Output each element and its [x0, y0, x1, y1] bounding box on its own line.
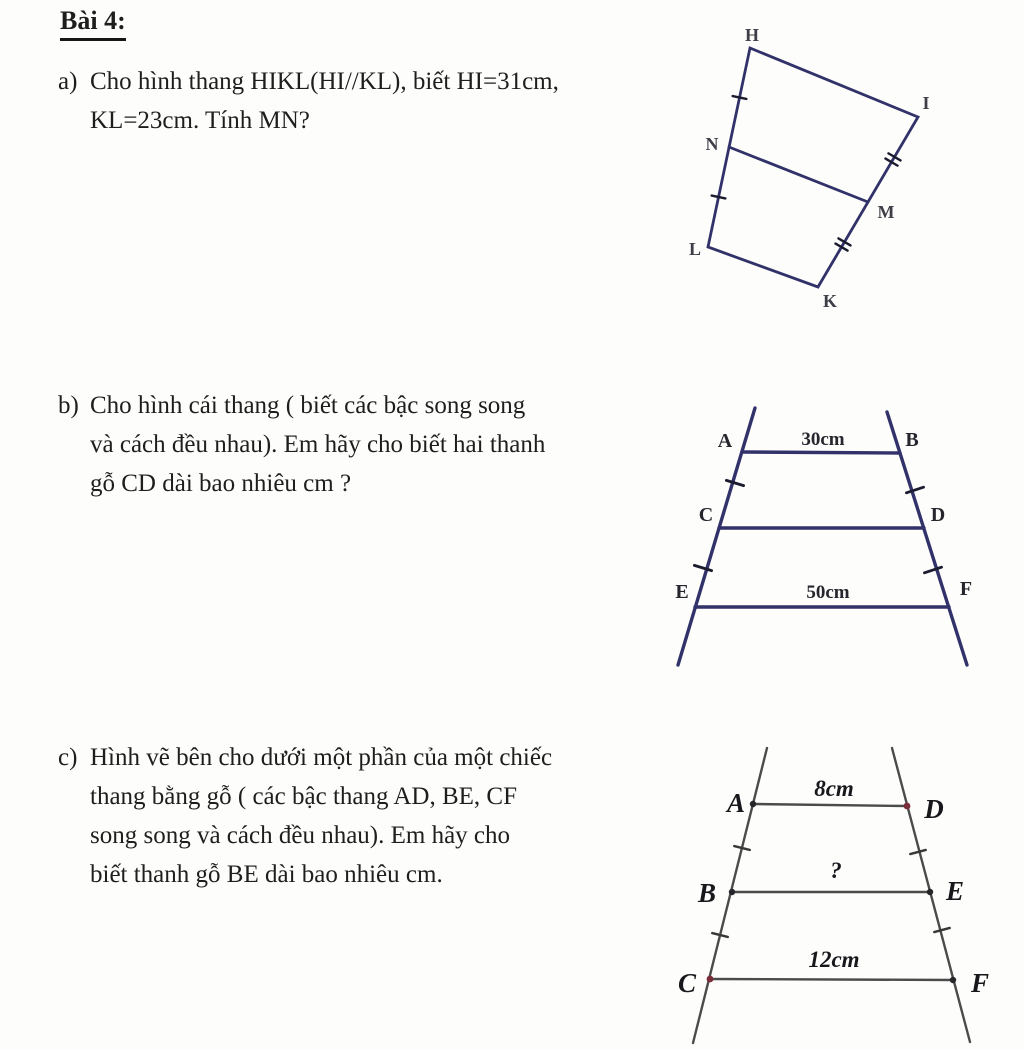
vertex-label-k: K — [822, 291, 838, 311]
trapezoid-outline-group — [705, 48, 918, 287]
measurement-ad: 8cm — [814, 776, 854, 801]
problem-a — [58, 62, 559, 140]
point-dot-a — [750, 801, 756, 807]
point-label-e: E — [675, 581, 689, 603]
rung-ad — [753, 804, 907, 806]
rung-ab — [742, 452, 900, 453]
tick-mark-bd — [906, 487, 923, 493]
ladder-left-rail — [678, 408, 755, 665]
tick-mark-ac — [726, 480, 743, 485]
point-label-c: C — [698, 504, 714, 526]
problem-a-line-2: KL=23cm. Tính MN? — [90, 107, 310, 134]
trapezoid-hikl-outline — [705, 48, 918, 287]
measurement-ab: 30cm — [801, 429, 845, 450]
ladder-label-group — [675, 429, 972, 603]
measurement-cf: 12cm — [808, 947, 860, 972]
problem-b-line-1: Cho hình cái thang ( biết các bậc song song — [90, 392, 526, 419]
point-label-f: F — [959, 578, 973, 600]
figure-ladder-abcdef — [660, 395, 1024, 680]
problem-a-line-1: Cho hình thang HIKL(HI//KL), biết HI=31cm, — [90, 68, 559, 95]
point-dot-e — [927, 889, 933, 895]
measurement-ef: 50cm — [806, 582, 850, 603]
problem-c — [58, 738, 552, 894]
trapezoid-tick-group — [712, 96, 901, 251]
point-dot-c — [707, 976, 714, 983]
ladder-right-rail — [887, 412, 967, 665]
wood-ladder-label-group — [678, 776, 989, 998]
point-dot-b — [729, 889, 735, 895]
vertex-label-i: I — [922, 93, 930, 113]
point-label-e: E — [945, 876, 965, 906]
problem-c-line-3: song song và cách đều nhau). Em hãy cho — [90, 822, 511, 849]
problem-c-line-1: Hình vẽ bên cho dưới một phần của một chiếc — [90, 744, 553, 771]
problem-a-text — [90, 62, 559, 140]
point-label-f: F — [970, 968, 990, 998]
rung-cf — [710, 979, 953, 980]
point-label-a: A — [726, 788, 746, 818]
figure-ladder-adbecf — [660, 730, 1024, 1050]
point-label-d: D — [924, 794, 944, 824]
vertex-label-h: H — [744, 25, 760, 45]
problem-c-label: c) — [58, 744, 78, 771]
problem-b-label: b) — [58, 392, 79, 419]
vertex-label-l: L — [688, 239, 702, 259]
point-label-d: D — [930, 504, 946, 526]
problem-c-line-2: thang bằng gỗ ( các bậc thang AD, BE, CF — [90, 783, 517, 810]
problem-b — [58, 386, 545, 503]
point-label-b: B — [905, 429, 919, 451]
point-dot-f — [950, 977, 956, 983]
problem-a-label: a) — [58, 68, 78, 95]
midsegment-nm — [729, 147, 868, 202]
page-title: Bài 4: — [60, 6, 126, 41]
vertex-label-n: N — [705, 134, 719, 154]
problem-b-text — [90, 386, 545, 503]
problem-c-line-4: biết thanh gỗ BE dài bao nhiêu cm. — [90, 861, 443, 888]
point-label-c: C — [677, 968, 697, 998]
tick-mark-hn — [733, 96, 747, 99]
measurement-be: ? — [830, 858, 842, 883]
point-label-a: A — [717, 430, 733, 452]
problem-b-line-2: và cách đều nhau). Em hãy cho biết hai thanh — [90, 431, 546, 458]
point-dot-d — [904, 803, 911, 810]
point-label-b: B — [697, 878, 717, 908]
figure-trapezoid-hikl — [660, 10, 1010, 320]
tick-mark-nl — [712, 196, 726, 199]
problem-b-line-3: gỗ CD dài bao nhiêu cm ? — [90, 470, 352, 497]
tick-mark-ef-right — [934, 928, 949, 932]
vertex-label-m: M — [877, 202, 895, 222]
problem-c-text — [90, 738, 552, 894]
